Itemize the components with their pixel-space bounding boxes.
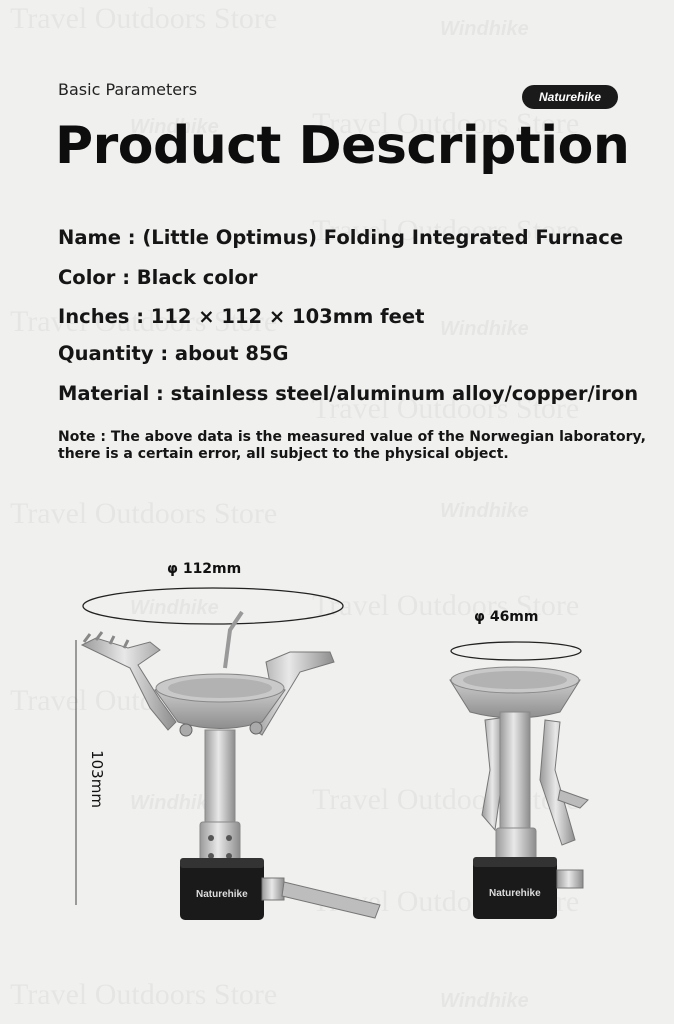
spec-color: Color : Black color — [58, 266, 258, 289]
spec-name: Name : (Little Optimus) Folding Integrated Furnace — [58, 226, 624, 249]
page-title: Product Description — [55, 116, 630, 176]
dimension-open-diameter: φ 112mm — [167, 561, 242, 577]
stove-logo-open: Naturehike — [196, 889, 248, 900]
spec-material: Material : stainless steel/aluminum alloy/copper/iron — [58, 382, 639, 405]
brand-badge: Naturehike — [522, 85, 618, 109]
stove-folded — [450, 667, 588, 919]
stove-logo-folded: Naturehike — [489, 888, 541, 899]
spec-weight: Quantity : about 85G — [58, 342, 289, 365]
spec-size: Inches : 112 × 112 × 103mm feet — [58, 305, 425, 328]
folded-diameter-ellipse — [451, 642, 581, 660]
dimension-folded-diameter: φ 46mm — [474, 609, 539, 625]
open-diameter-ellipse — [83, 588, 343, 624]
section-label: Basic Parameters — [58, 80, 198, 99]
measurement-note: Note : The above data is the measured value of the Norwegian laboratory, there is a certain error, all subject to the physical object. — [58, 429, 646, 462]
dimension-height: 103mm — [87, 750, 106, 808]
stove-open — [82, 612, 380, 920]
